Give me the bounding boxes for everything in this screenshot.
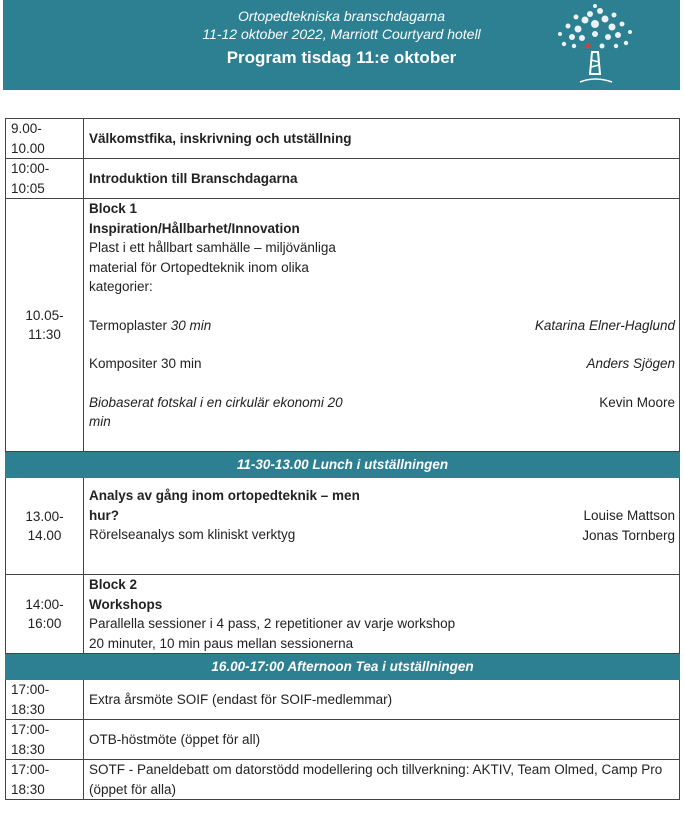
time-cell	[6, 720, 84, 760]
break-row	[6, 654, 680, 680]
time-cell	[6, 159, 84, 199]
break-row	[6, 452, 680, 478]
session-item-label: Kompositer 30 min	[89, 356, 202, 371]
block-theme: Workshops	[89, 596, 163, 612]
session-item	[89, 316, 675, 336]
speaker-name: Louise Mattson	[583, 508, 675, 523]
program-row	[6, 760, 680, 800]
session-cell	[84, 159, 680, 199]
session-item	[89, 354, 675, 374]
event-date-venue: 11-12 oktober 2022, Marriott Courtyard hotell	[202, 26, 481, 42]
time-label: 10:00- 10:05	[11, 161, 50, 196]
program-row	[6, 680, 680, 720]
tea-break: 16.00-17:00 Afternoon Tea i utställningen	[6, 654, 680, 680]
program-row	[6, 119, 680, 159]
program-row	[6, 575, 680, 654]
speaker-name: Kevin Moore	[599, 394, 675, 410]
page-title: Program tisdag 11:e oktober	[226, 48, 457, 67]
time-cell	[6, 199, 84, 452]
time-cell	[6, 478, 84, 575]
tree-logo-icon	[550, 2, 640, 88]
speaker-name: Katarina Elner-Haglund	[534, 317, 675, 333]
block-title: Block 1	[89, 201, 138, 216]
block-intro: Plast i ett hållbart samhälle – miljövänliga material för Ortopedteknik inom olika kategorier:	[89, 240, 336, 294]
session-block	[89, 486, 675, 545]
session-desc: 20 minuter, 10 min paus mellan sessionerna	[89, 635, 354, 651]
lunch-break: 11-30-13.00 Lunch i utställningen	[6, 452, 680, 478]
session-cell	[84, 760, 680, 800]
time-label: 9.00- 10.00	[11, 121, 45, 156]
time-cell	[6, 680, 84, 720]
session-cell	[84, 478, 680, 575]
time-label: 17:00- 18:30	[11, 682, 50, 717]
session-cell	[84, 119, 680, 159]
session-item-label: Biobaserat fotskal i en cirkulär ekonomi 20 min	[89, 394, 343, 429]
speaker-name: Jonas Tornberg	[582, 527, 675, 543]
session-cell	[84, 575, 680, 654]
session-texts	[89, 486, 389, 545]
session-desc: Parallella sessioner i 4 pass, 2 repetitioner av varje workshop	[89, 616, 456, 631]
time-cell	[6, 575, 84, 654]
session-title: SOTF - Paneldebatt om datorstödd modellering och tillverkning: AKTIV, Team Olmed, Camp Pro (öppet för alla)	[89, 762, 663, 797]
event-name: Ortopedtekniska branschdagarna	[237, 8, 446, 24]
program-table	[5, 118, 680, 800]
session-title: OTB-höstmöte (öppet för all)	[89, 731, 261, 747]
speaker-name: Anders Sjögen	[586, 356, 675, 371]
time-label: 10.05- 11:30	[25, 307, 64, 342]
session-item	[89, 393, 675, 432]
program-header	[3, 0, 680, 90]
program-row	[6, 478, 680, 575]
time-label: 14:00- 16:00	[25, 596, 64, 631]
time-label: 13.00- 14.00	[25, 508, 64, 543]
session-title: Analys av gång inom ortopedteknik – men hur?	[89, 488, 360, 523]
time-cell	[6, 760, 84, 800]
block-title: Block 2	[89, 577, 138, 592]
session-title: Introduktion till Branschdagarna	[89, 170, 298, 186]
session-title: Välkomstfika, inskrivning och utställning	[89, 130, 352, 146]
program-row	[6, 199, 680, 452]
block-theme: Inspiration/Hållbarhet/Innovation	[89, 220, 300, 236]
program-row	[6, 159, 680, 199]
session-title: Extra årsmöte SOIF (endast för SOIF-medlemmar)	[89, 691, 393, 707]
session-cell	[84, 680, 680, 720]
session-item-label: Termoplaster 30 min	[89, 317, 212, 333]
session-cell	[84, 199, 680, 452]
time-cell	[6, 119, 84, 159]
program-row	[6, 720, 680, 760]
speakers	[582, 506, 675, 545]
time-label: 17:00- 18:30	[11, 722, 50, 757]
time-label: 17:00- 18:30	[11, 762, 50, 797]
session-subtitle: Rörelseanalys som kliniskt verktyg	[89, 527, 296, 542]
session-cell	[84, 720, 680, 760]
